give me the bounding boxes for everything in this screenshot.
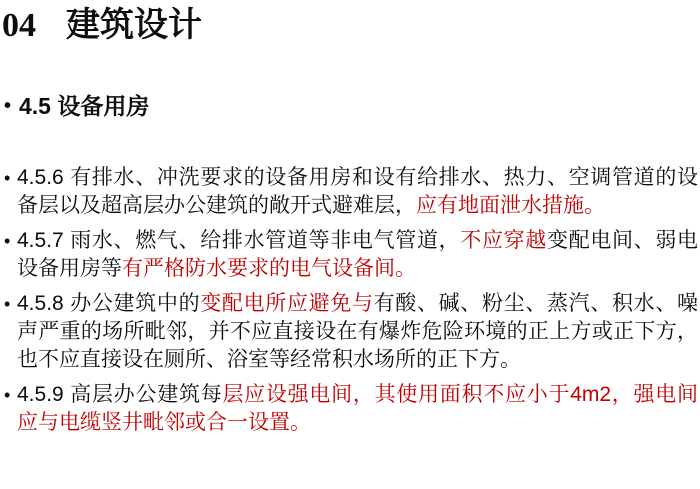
page-title-text: 建筑设计	[66, 7, 202, 44]
bullet-marker: •	[4, 230, 11, 251]
text-segment: 应有地面泄水措施。	[416, 193, 605, 217]
text-segment: 4.5.6 有排水、冲洗要求的设备用房和设有给排水、热力、空调管道的设备层以及超高层办公建筑的敞开式避难层，	[17, 165, 698, 217]
page-title-number: 04	[2, 7, 36, 44]
bullet-marker: •	[4, 167, 11, 188]
bullet-marker: •	[4, 384, 11, 405]
list-item	[0, 290, 700, 374]
text-segment: 有严格防水要求的电气设备间。	[122, 256, 416, 280]
section-heading-label: 4.5 设备用房	[19, 92, 150, 119]
text-segment: 变配电所应避免与	[200, 291, 374, 315]
text-segment: 有酸、碱、粉尘、蒸汽、积水、噪声严重的场所毗邻，并不应直接设在有爆炸危险环境的正上方或正下方，也不应直接设在厕所、浴室等经常积水场所的正下方。	[17, 291, 699, 371]
list-item	[0, 227, 700, 283]
page-title	[0, 0, 700, 47]
text-segment: 4.5.7 雨水、燃气、给排水管道等非电气管道，	[17, 228, 461, 252]
text-segment: 不应穿越	[460, 228, 547, 252]
bullet-marker: •	[4, 293, 11, 314]
text-segment: 4.5.9 高层办公建筑每	[17, 382, 223, 406]
bullet-marker: •	[4, 94, 12, 117]
content-area	[0, 164, 700, 437]
section-heading	[0, 93, 700, 120]
text-segment: 变配电间、弱电设备用房等	[17, 228, 699, 280]
list-item	[0, 164, 700, 220]
text-segment: 4.5.8 办公建筑中的	[17, 291, 201, 315]
list-item	[0, 381, 700, 437]
text-segment: 层应设强电间，其使用面积不应小于4m2，强电间应与电缆竖井毗邻或合一设置。	[17, 382, 698, 434]
